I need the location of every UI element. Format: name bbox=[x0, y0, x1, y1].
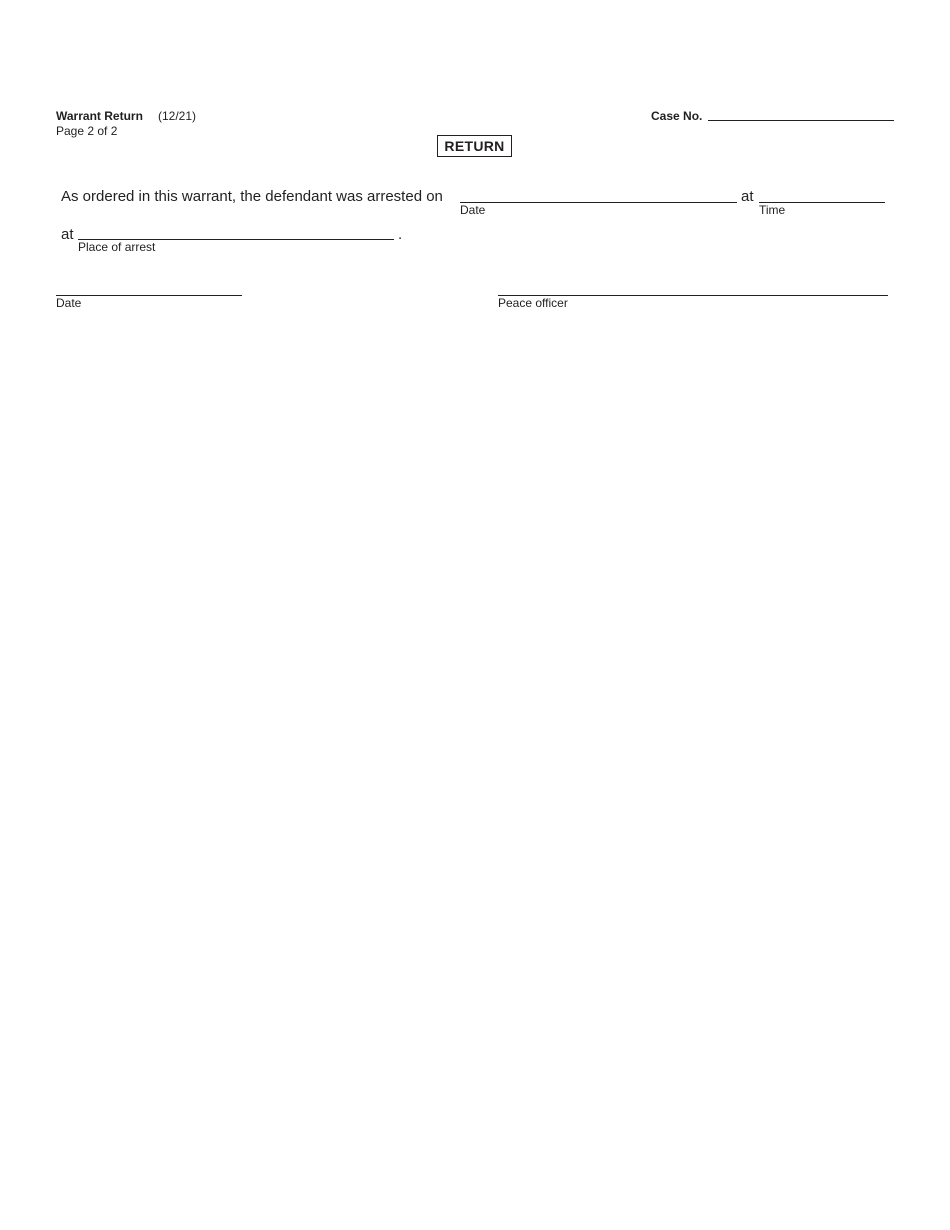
at-place-label: at bbox=[61, 226, 74, 243]
end-period: . bbox=[398, 226, 403, 243]
at-label: at bbox=[741, 188, 754, 205]
section-title: RETURN bbox=[437, 135, 512, 157]
statement-text: As ordered in this warrant, the defendant was arrested on bbox=[61, 188, 443, 205]
case-number-label: Case No. bbox=[651, 109, 703, 123]
arrest-date-caption: Date bbox=[460, 203, 486, 217]
arrest-date-field[interactable] bbox=[460, 202, 737, 203]
peace-officer-caption: Peace officer bbox=[498, 296, 568, 310]
form-revision: (12/21) bbox=[158, 109, 197, 123]
arrest-time-caption: Time bbox=[759, 203, 786, 217]
case-number-field[interactable] bbox=[708, 120, 894, 121]
place-of-arrest-caption: Place of arrest bbox=[78, 240, 156, 254]
signature-date-caption: Date bbox=[56, 296, 82, 310]
page-number: Page 2 of 2 bbox=[56, 124, 118, 138]
signature-date-field[interactable] bbox=[56, 295, 242, 296]
form-title: Warrant Return bbox=[56, 109, 143, 123]
